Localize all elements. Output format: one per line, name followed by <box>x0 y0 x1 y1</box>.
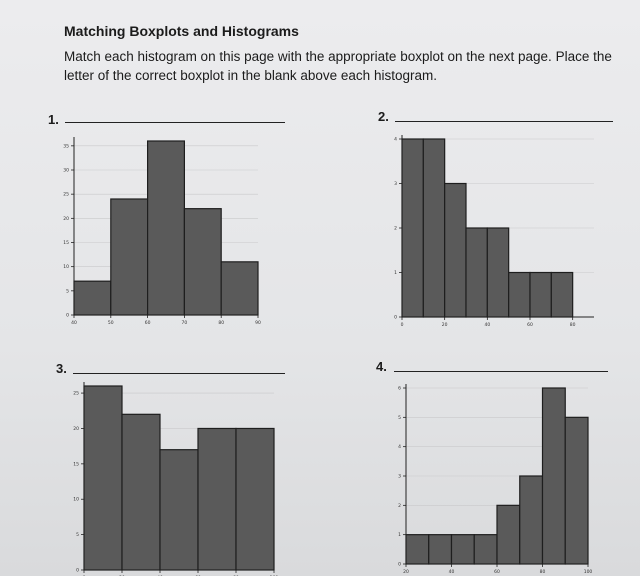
question-4-number: 4. <box>376 359 387 374</box>
h4-y-tick-label-2: 2 <box>398 503 401 509</box>
h2-y-tick-label-3: 3 <box>394 182 397 187</box>
instructions-text: Match each histogram on this page with the appropriate boxplot on the next page. Place the letter of the correct boxplot in the blank above each histogram. <box>64 49 612 83</box>
h4-bar-5 <box>497 505 520 564</box>
h2-y-tick-label-2: 2 <box>394 226 397 232</box>
h3-y-tick-label-3: 15 <box>73 462 79 468</box>
h4-x-tick-label-4: 100 <box>583 570 593 575</box>
h1-y-tick-label-3: 15 <box>63 241 69 246</box>
answer-blank-4[interactable] <box>394 371 608 372</box>
h4-y-tick-label-5: 5 <box>398 415 401 421</box>
h4-x-tick-label-0: 20 <box>403 570 409 575</box>
histogram-3 <box>68 382 286 576</box>
h3-bar-1 <box>84 386 122 570</box>
h2-x-tick-label-0: 0 <box>400 323 404 328</box>
h3-y-tick-label-2: 10 <box>73 497 79 503</box>
h1-x-tick-label-5: 90 <box>255 321 261 326</box>
h1-y-tick-label-1: 5 <box>66 289 69 295</box>
h1-y-tick-label-0: 0 <box>66 313 69 319</box>
h1-bar-4 <box>184 209 221 315</box>
h4-x-tick-label-1: 40 <box>448 570 455 575</box>
h1-x-tick-label-1: 50 <box>107 321 114 326</box>
histogram-4 <box>392 384 598 576</box>
h4-bar-6 <box>520 476 543 564</box>
histogram-1 <box>40 136 280 336</box>
h4-bar-8 <box>565 417 588 564</box>
h2-y-tick-label-0: 0 <box>394 315 397 321</box>
h1-y-tick-label-6: 30 <box>63 168 69 174</box>
h2-bar-3 <box>445 184 466 318</box>
h1-bar-1 <box>74 281 111 315</box>
h2-y-tick-label-1: 1 <box>394 271 397 276</box>
h2-bar-5 <box>487 228 508 317</box>
h3-bar-4 <box>198 428 236 570</box>
histogram-2 <box>380 132 608 336</box>
question-3-number: 3. <box>56 361 67 376</box>
h1-x-tick-label-2: 60 <box>144 321 151 326</box>
h4-bar-2 <box>429 535 452 564</box>
h2-bar-1 <box>402 139 423 317</box>
answer-blank-3[interactable] <box>73 373 285 374</box>
h4-x-tick-label-2: 60 <box>494 570 500 575</box>
h1-x-tick-label-4: 80 <box>218 321 225 326</box>
h1-x-tick-label-0: 40 <box>71 321 77 326</box>
h4-x-tick-label-3: 80 <box>539 570 546 575</box>
h1-y-tick-label-4: 20 <box>63 216 69 222</box>
h2-bar-4 <box>466 228 487 317</box>
answer-blank-1[interactable] <box>65 122 285 123</box>
h2-y-tick-label-4: 4 <box>394 137 397 143</box>
h3-bar-3 <box>160 450 198 570</box>
h4-y-tick-label-3: 3 <box>398 474 401 480</box>
h3-y-tick-label-0: 0 <box>76 568 79 574</box>
h2-x-tick-label-1: 20 <box>441 323 448 328</box>
question-1-number: 1. <box>48 112 59 127</box>
h2-x-tick-label-2: 40 <box>484 323 491 328</box>
h3-bar-2 <box>122 414 160 570</box>
page-title: Matching Boxplots and Histograms <box>64 23 299 39</box>
answer-blank-2[interactable] <box>395 121 613 122</box>
h1-y-tick-label-2: 10 <box>63 265 69 271</box>
h4-bar-7 <box>543 388 566 564</box>
h1-y-tick-label-7: 35 <box>63 144 69 150</box>
h1-bar-5 <box>221 262 258 315</box>
h2-bar-6 <box>509 273 530 318</box>
h1-bar-3 <box>148 141 185 315</box>
h4-bar-1 <box>406 535 429 564</box>
h4-bar-4 <box>474 535 497 564</box>
question-2-number: 2. <box>378 109 389 124</box>
h3-y-tick-label-4: 20 <box>73 426 79 432</box>
h2-bar-8 <box>551 273 572 318</box>
h1-x-tick-label-3: 70 <box>181 321 188 326</box>
h1-y-tick-label-5: 25 <box>63 192 69 198</box>
h4-y-tick-label-0: 0 <box>398 562 401 568</box>
h2-x-tick-label-4: 80 <box>569 323 576 328</box>
h2-bar-7 <box>530 273 551 318</box>
h2-bar-2 <box>423 139 444 317</box>
h4-y-tick-label-1: 1 <box>398 533 401 539</box>
h3-y-tick-label-1: 5 <box>76 533 79 539</box>
h1-bar-2 <box>111 199 148 315</box>
h3-bar-5 <box>236 428 274 570</box>
h4-y-tick-label-6: 6 <box>398 386 401 392</box>
h4-y-tick-label-4: 4 <box>398 445 401 451</box>
h3-y-tick-label-5: 25 <box>73 391 79 397</box>
h4-bar-3 <box>452 535 475 564</box>
h2-x-tick-label-3: 60 <box>527 323 533 328</box>
